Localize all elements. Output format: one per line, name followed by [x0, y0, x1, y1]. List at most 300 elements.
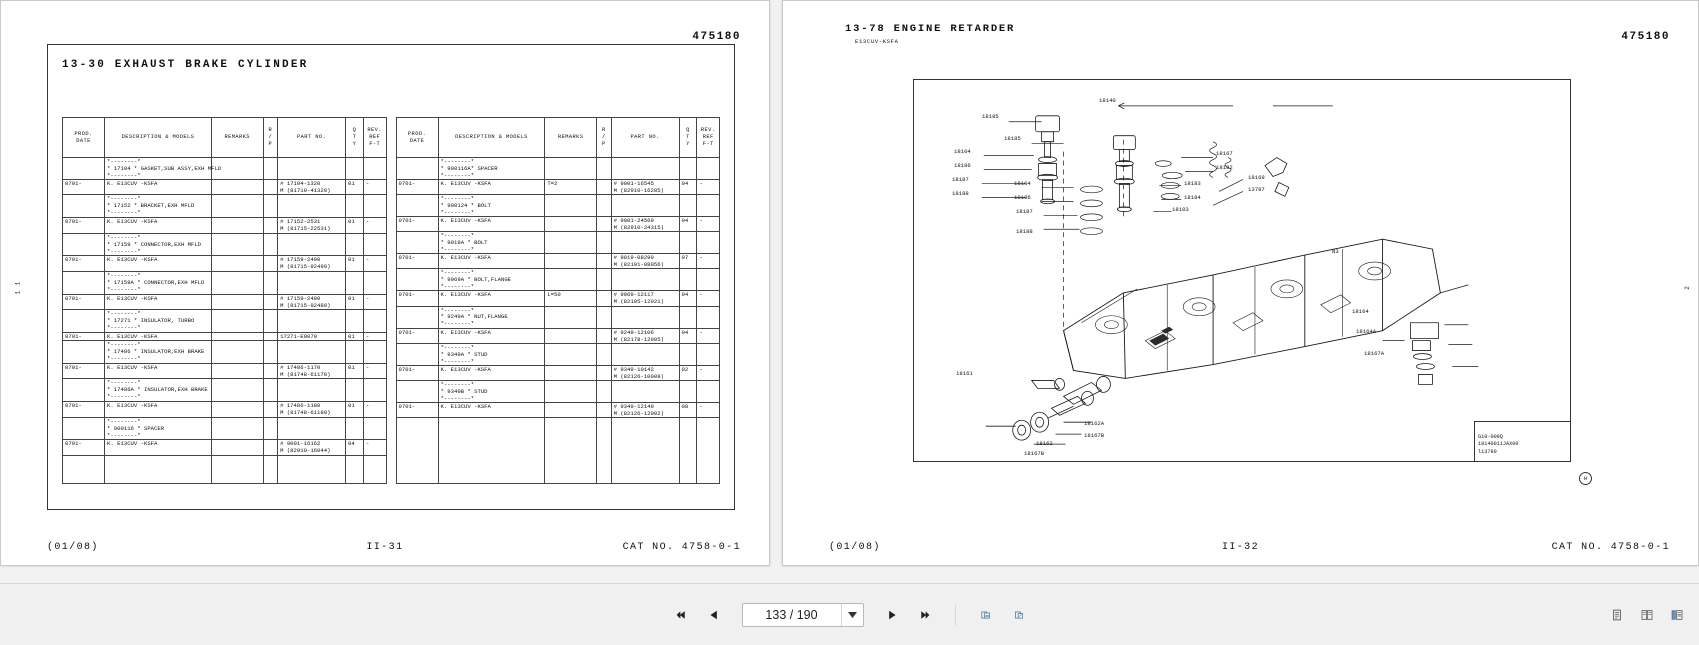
- last-page-button[interactable]: [914, 604, 936, 626]
- cell-qty: 01: [346, 332, 364, 340]
- cell-rev: [363, 158, 386, 180]
- callout-18185b: 18185: [1004, 135, 1021, 142]
- cell-qty: [679, 380, 697, 402]
- cell-date: 0701-: [396, 217, 438, 232]
- previous-page-button[interactable]: [703, 604, 725, 626]
- cell-qty: [679, 269, 697, 291]
- col-remarks: REMARKS: [211, 118, 263, 158]
- cell-rp: [597, 254, 612, 269]
- page-right-side-number: 2: [1684, 285, 1692, 290]
- cell-date: 0701-: [396, 328, 438, 343]
- cell-date: 0701-: [396, 402, 438, 417]
- cell-group: *--------* * 900116A* SPACER *--------*: [438, 158, 545, 180]
- cell-date: 0701-: [396, 254, 438, 269]
- cell-part: [278, 379, 346, 402]
- table-row[interactable]: [396, 306, 720, 328]
- cell-date: [396, 380, 438, 402]
- cell-rev: [697, 195, 720, 217]
- cell-part: [611, 269, 679, 291]
- table-row[interactable]: [63, 271, 387, 294]
- chevron-right-icon: [887, 608, 897, 622]
- figure-code-line3: l13780: [1478, 449, 1497, 456]
- cell-rp: [263, 402, 278, 418]
- cell-remarks: L=50: [545, 291, 597, 306]
- cell-qty: 01: [346, 294, 364, 310]
- cell-rp: [597, 380, 612, 402]
- table-row[interactable]: [63, 218, 387, 234]
- cell-rp: [263, 218, 278, 234]
- callout-18185: 18185: [982, 113, 999, 120]
- cell-model: K. E13CUV -KSFA: [438, 291, 545, 306]
- cell-date: 0701-: [396, 180, 438, 195]
- table-row[interactable]: [63, 341, 387, 364]
- view-mode-controls: [1605, 603, 1689, 627]
- cell-model: K. E13CUV -KSFA: [438, 254, 545, 269]
- cell-rp: [597, 328, 612, 343]
- cell-date: 0701-: [63, 218, 105, 234]
- section-title: 13-78 ENGINE RETARDER: [845, 23, 1016, 35]
- cell-model: K. E13CUV -KSFA: [105, 440, 212, 456]
- table-row[interactable]: [63, 332, 387, 340]
- cell-rp: [597, 291, 612, 306]
- cell-part: # 9349-12140 M (82126-12002): [611, 402, 679, 417]
- cell-rp: [597, 365, 612, 380]
- page-left-side-number: 1 1: [14, 280, 22, 295]
- figure-code: [1478, 434, 1566, 457]
- cell-group: *--------* * 9349A * STUD *--------*: [438, 343, 545, 365]
- callout-18162: 18162: [1036, 440, 1053, 447]
- cell-qty: [679, 195, 697, 217]
- cell-part: [611, 343, 679, 365]
- cell-part: # 17159-2480 M (81715-92480): [278, 294, 346, 310]
- cell-remarks: [211, 256, 263, 272]
- page-right: [782, 0, 1699, 566]
- callout-18184: 18184: [1184, 194, 1201, 201]
- cell-model: K. E13CUV -KSFA: [105, 363, 212, 379]
- cell-remarks: [211, 233, 263, 256]
- cell-group: *--------* * 17104 * GASKET,SUB ASSY,EXH MFLD *--------*: [105, 158, 212, 180]
- callout-18104: 18104: [954, 148, 971, 155]
- col-prod-date: PROD. DATE: [63, 118, 105, 158]
- table-row[interactable]: [396, 195, 720, 217]
- cell-date: [63, 310, 105, 333]
- cell-part: 17271-E0070: [278, 332, 346, 340]
- cell-remarks: [211, 440, 263, 456]
- cell-part: [611, 195, 679, 217]
- table-row[interactable]: [63, 363, 387, 379]
- table-row[interactable]: [63, 402, 387, 418]
- cell-qty: [346, 417, 364, 440]
- callout-13787: 13787: [1248, 186, 1265, 193]
- cell-rev: -: [363, 402, 386, 418]
- cell-model: K. E13CUV -KSFA: [105, 179, 212, 195]
- cell-model: K. E13CUV -KSFA: [105, 332, 212, 340]
- cell-group: *--------* * 9249A * NUT,FLANGE *--------*: [438, 306, 545, 328]
- first-page-button[interactable]: [670, 604, 692, 626]
- cell-date: 0701-: [396, 365, 438, 380]
- cell-group: *--------* * 17159 * CONNECTOR,EXH MFLD *--------*: [105, 233, 212, 256]
- table-row[interactable]: [63, 310, 387, 333]
- table-row[interactable]: [396, 217, 720, 232]
- callout-18167a: 18167A: [1364, 350, 1385, 357]
- cell-rev: [697, 232, 720, 254]
- cell-part: # 9001-16162 M (82910-16044): [278, 440, 346, 456]
- cell-qty: [346, 271, 364, 294]
- col-part-no: PART NO.: [611, 118, 679, 158]
- cell-remarks: [211, 332, 263, 340]
- thumbnail-view-button[interactable]: [1665, 603, 1689, 627]
- chevron-down-icon: [848, 612, 857, 618]
- callout-18164: 18164: [1352, 308, 1369, 315]
- cell-qty: [346, 456, 364, 484]
- cell-date: [63, 379, 105, 402]
- first-page-icon: [676, 608, 686, 622]
- cell-rp: [597, 217, 612, 232]
- footer-date: (01/08): [829, 541, 881, 553]
- cell-group: [105, 456, 212, 484]
- cell-group: *--------* * 9349B * STUD *--------*: [438, 380, 545, 402]
- cell-part: # 9249-12106 M (82178-12005): [611, 328, 679, 343]
- cell-remarks: [545, 269, 597, 291]
- col-remarks: REMARKS: [545, 118, 597, 158]
- cell-date: [63, 417, 105, 440]
- cell-date: [63, 456, 105, 484]
- cell-date: 0701-: [63, 402, 105, 418]
- cell-date: [396, 195, 438, 217]
- cell-rev: [363, 310, 386, 333]
- parts-table-a: [62, 117, 387, 484]
- cell-rev: [363, 233, 386, 256]
- cell-date: 0701-: [396, 291, 438, 306]
- cell-rev: -: [363, 363, 386, 379]
- cell-qty: [346, 310, 364, 333]
- cell-part: [611, 418, 679, 484]
- cell-date: 0701-: [63, 294, 105, 310]
- page-number-input[interactable]: [742, 603, 864, 627]
- col-rev-ref: REV. REF F-T: [363, 118, 386, 158]
- cell-group: *--------* * 17271 * INSULATOR, TURBO *--------*: [105, 310, 212, 333]
- table-row[interactable]: [396, 402, 720, 417]
- cell-remarks: [545, 217, 597, 232]
- table-row[interactable]: [396, 232, 720, 254]
- callout-18169: 18169: [1248, 174, 1265, 181]
- table-row[interactable]: [63, 233, 387, 256]
- cell-remarks: [211, 294, 263, 310]
- cell-part: [278, 456, 346, 484]
- cell-part: [611, 232, 679, 254]
- cell-remarks: [545, 328, 597, 343]
- cell-part: [611, 158, 679, 180]
- cell-remarks: [545, 343, 597, 365]
- export-page-button[interactable]: [1008, 604, 1030, 626]
- cell-part: # 17104-1320 M (81710-41320): [278, 179, 346, 195]
- cell-part: [278, 310, 346, 333]
- section-subtitle: E13CUV-KSFA: [855, 38, 899, 45]
- cell-remarks: [545, 365, 597, 380]
- cell-remarks: [545, 158, 597, 180]
- parts-table-frame: [47, 44, 735, 510]
- table-row[interactable]: [396, 328, 720, 343]
- table-row[interactable]: [396, 254, 720, 269]
- cell-rp: [597, 343, 612, 365]
- cell-remarks: [211, 195, 263, 218]
- callout-18167b: 18167B: [1084, 432, 1105, 439]
- cell-date: 0701-: [63, 363, 105, 379]
- cell-remarks: T=2: [545, 180, 597, 195]
- cell-model: K. E13CUV -KSFA: [438, 402, 545, 417]
- table-row[interactable]: [396, 269, 720, 291]
- cell-rev: [697, 418, 720, 484]
- cell-part: [278, 233, 346, 256]
- export-page-icon: [1014, 607, 1024, 623]
- cell-rev: -: [697, 180, 720, 195]
- cell-rev: -: [363, 294, 386, 310]
- cell-rev: -: [363, 179, 386, 195]
- callout-18167b2: 18167B: [1024, 450, 1045, 457]
- cell-qty: [346, 195, 364, 218]
- cell-qty: 01: [346, 363, 364, 379]
- callout-18188: 18188: [952, 190, 969, 197]
- cell-qty: 04: [679, 180, 697, 195]
- cell-remarks: [211, 341, 263, 364]
- col-description: DESCRIPTION & MODELS: [105, 118, 212, 158]
- next-page-button[interactable]: [881, 604, 903, 626]
- cell-qty: 01: [346, 256, 364, 272]
- cell-qty: 04: [679, 217, 697, 232]
- table-row[interactable]: [396, 291, 720, 306]
- cell-rp: [263, 179, 278, 195]
- table-row[interactable]: [63, 158, 387, 180]
- cell-date: [63, 271, 105, 294]
- cell-rev: -: [697, 217, 720, 232]
- revision-mark: H: [1579, 472, 1592, 485]
- cell-qty: 01: [346, 218, 364, 234]
- cell-rp: [263, 332, 278, 340]
- table-row[interactable]: [63, 379, 387, 402]
- cell-rp: [597, 306, 612, 328]
- cell-rp: [597, 269, 612, 291]
- cell-qty: [679, 418, 697, 484]
- table-row[interactable]: [396, 158, 720, 180]
- cell-remarks: [545, 380, 597, 402]
- cell-remarks: [211, 310, 263, 333]
- cell-part: [611, 380, 679, 402]
- callout-18103: 18103: [1172, 206, 1189, 213]
- table-row[interactable]: [63, 294, 387, 310]
- figure-code-box: [1474, 421, 1570, 461]
- footer-page: II-32: [1221, 541, 1259, 553]
- cell-model: K. E13CUV -KSFA: [438, 328, 545, 343]
- cell-model: K. E13CUV -KSFA: [105, 218, 212, 234]
- cell-date: 0701-: [63, 332, 105, 340]
- copy-page-icon: [981, 607, 991, 623]
- single-page-view-button[interactable]: [1605, 603, 1629, 627]
- cell-rev: [697, 269, 720, 291]
- cell-remarks: [211, 417, 263, 440]
- col-qty: Q T Y: [346, 118, 364, 158]
- callout-18104b: 18104: [1014, 180, 1031, 187]
- cell-qty: [346, 158, 364, 180]
- cell-part: # 9001-16545 M (82910-16285): [611, 180, 679, 195]
- cell-qty: 04: [679, 328, 697, 343]
- cell-rev: [697, 380, 720, 402]
- thumbnail-view-icon: [1671, 607, 1683, 623]
- cell-rp: [597, 402, 612, 417]
- cell-rev: -: [697, 328, 720, 343]
- cell-remarks: [211, 379, 263, 402]
- cell-model: K. E13CUV -KSFA: [105, 402, 212, 418]
- cell-date: [396, 232, 438, 254]
- cell-rp: [263, 341, 278, 364]
- table-row[interactable]: [63, 417, 387, 440]
- chevron-left-icon: [709, 608, 719, 622]
- cell-part: # 17159-2490 M (81715-92490): [278, 256, 346, 272]
- table-row[interactable]: [63, 195, 387, 218]
- figure-code-line1: G10-009Q: [1478, 433, 1503, 440]
- cell-date: [63, 233, 105, 256]
- page-indicator: 133 / 190: [765, 607, 818, 622]
- cell-rev: -: [363, 218, 386, 234]
- double-page-icon: [1641, 607, 1653, 623]
- cell-rev: [363, 341, 386, 364]
- callout-18187: 18187: [952, 176, 969, 183]
- callout-18186: 18186: [954, 162, 971, 169]
- cell-model: K. E13CUV -KSFA: [105, 256, 212, 272]
- cell-rp: [597, 418, 612, 484]
- callout-18140: 18140: [1099, 97, 1116, 104]
- cell-rev: -: [697, 291, 720, 306]
- cell-part: [278, 271, 346, 294]
- footer-date: (01/08): [47, 541, 99, 553]
- cell-date: [63, 195, 105, 218]
- cell-rp: [263, 310, 278, 333]
- cell-part: # 9001-24569 M (82910-24315): [611, 217, 679, 232]
- parts-table-b: [396, 117, 721, 484]
- copy-page-button[interactable]: [975, 604, 997, 626]
- callout-18162a: 18162A: [1084, 420, 1105, 427]
- viewer-toolbar: [0, 583, 1699, 645]
- table-row[interactable]: [396, 180, 720, 195]
- cell-qty: 04: [346, 440, 364, 456]
- parts-tables: [62, 117, 720, 484]
- cell-remarks: [545, 402, 597, 417]
- footer-cat-no: CAT NO. 4758-0-1: [622, 541, 741, 553]
- cell-group: [438, 418, 545, 484]
- cell-date: [396, 269, 438, 291]
- cell-qty: [346, 233, 364, 256]
- cell-date: [396, 343, 438, 365]
- callout-18167: 18167: [1216, 150, 1233, 157]
- cell-rev: -: [697, 402, 720, 417]
- figure-code-line2: 18140011JAX00: [1478, 441, 1519, 448]
- cell-part: # 9349-10142 M (82126-10008): [611, 365, 679, 380]
- cell-remarks: [211, 271, 263, 294]
- callout-18188b: 18188: [1016, 228, 1033, 235]
- cell-rev: [363, 271, 386, 294]
- page-dropdown-button[interactable]: [841, 604, 863, 626]
- cell-rp: [263, 379, 278, 402]
- cell-rev: [697, 343, 720, 365]
- cell-remarks: [545, 418, 597, 484]
- table-row[interactable]: [63, 440, 387, 456]
- cell-date: 0701-: [63, 179, 105, 195]
- cell-qty: 07: [679, 254, 697, 269]
- callout-18186b: 18186: [1014, 194, 1031, 201]
- cell-remarks: [211, 218, 263, 234]
- cell-qty: [679, 306, 697, 328]
- table-row[interactable]: [396, 343, 720, 365]
- col-rp: R / P: [263, 118, 278, 158]
- cell-date: [63, 158, 105, 180]
- col-rp: R / P: [597, 118, 612, 158]
- cell-rp: [597, 195, 612, 217]
- cell-rev: [697, 306, 720, 328]
- single-page-icon: [1611, 607, 1623, 623]
- page-left: [0, 0, 770, 566]
- cell-part: [278, 417, 346, 440]
- cell-rev: -: [697, 365, 720, 380]
- cell-qty: [346, 379, 364, 402]
- cell-rp: [263, 195, 278, 218]
- cell-model: K. E13CUV -KSFA: [105, 294, 212, 310]
- cell-date: 0701-: [63, 440, 105, 456]
- table-row-filler: [63, 456, 387, 484]
- cell-rev: [697, 158, 720, 180]
- cell-remarks: [545, 195, 597, 217]
- cell-group: *--------* * 17152 * BRACKET,EXH MFLD *--------*: [105, 195, 212, 218]
- cell-part: [278, 158, 346, 180]
- double-page-view-button[interactable]: [1635, 603, 1659, 627]
- cell-date: [396, 158, 438, 180]
- table-row[interactable]: [396, 380, 720, 402]
- cell-rev: [363, 379, 386, 402]
- section-title: 13-30 EXHAUST BRAKE CYLINDER: [62, 59, 309, 71]
- cell-qty: 04: [679, 291, 697, 306]
- callout-18187b: 18187: [1016, 208, 1033, 215]
- cell-rev: -: [697, 254, 720, 269]
- cell-rp: [263, 363, 278, 379]
- cell-group: *--------* * 17159A * CONNECTOR,EXH MFLD *--------*: [105, 271, 212, 294]
- cell-qty: [679, 158, 697, 180]
- table-row[interactable]: [63, 256, 387, 272]
- cell-rp: [263, 271, 278, 294]
- cell-rp: [597, 180, 612, 195]
- cell-remarks: [545, 306, 597, 328]
- cell-group: *--------* * 900124 * BOLT *--------*: [438, 195, 545, 217]
- col-description: DESCRIPTION & MODELS: [438, 118, 545, 158]
- callout-n3: N3: [1332, 248, 1339, 255]
- cell-part: [611, 306, 679, 328]
- cell-part: [278, 341, 346, 364]
- last-page-icon: [920, 608, 930, 622]
- table-row[interactable]: [63, 179, 387, 195]
- cell-part: [278, 195, 346, 218]
- cell-rp: [597, 158, 612, 180]
- cell-rev: -: [363, 332, 386, 340]
- table-row[interactable]: [396, 365, 720, 380]
- cell-rp: [263, 440, 278, 456]
- cell-rev: -: [363, 256, 386, 272]
- cell-rp: [263, 158, 278, 180]
- col-qty: Q T Y: [679, 118, 697, 158]
- cell-qty: 02: [679, 365, 697, 380]
- callout-18161: 18161: [956, 370, 973, 377]
- col-part-no: PART NO.: [278, 118, 346, 158]
- toolbar-divider: [955, 604, 956, 626]
- col-rev-ref: REV. REF F-T: [697, 118, 720, 158]
- cell-qty: [679, 343, 697, 365]
- cell-group: *--------* * 900116 * SPACER *--------*: [105, 417, 212, 440]
